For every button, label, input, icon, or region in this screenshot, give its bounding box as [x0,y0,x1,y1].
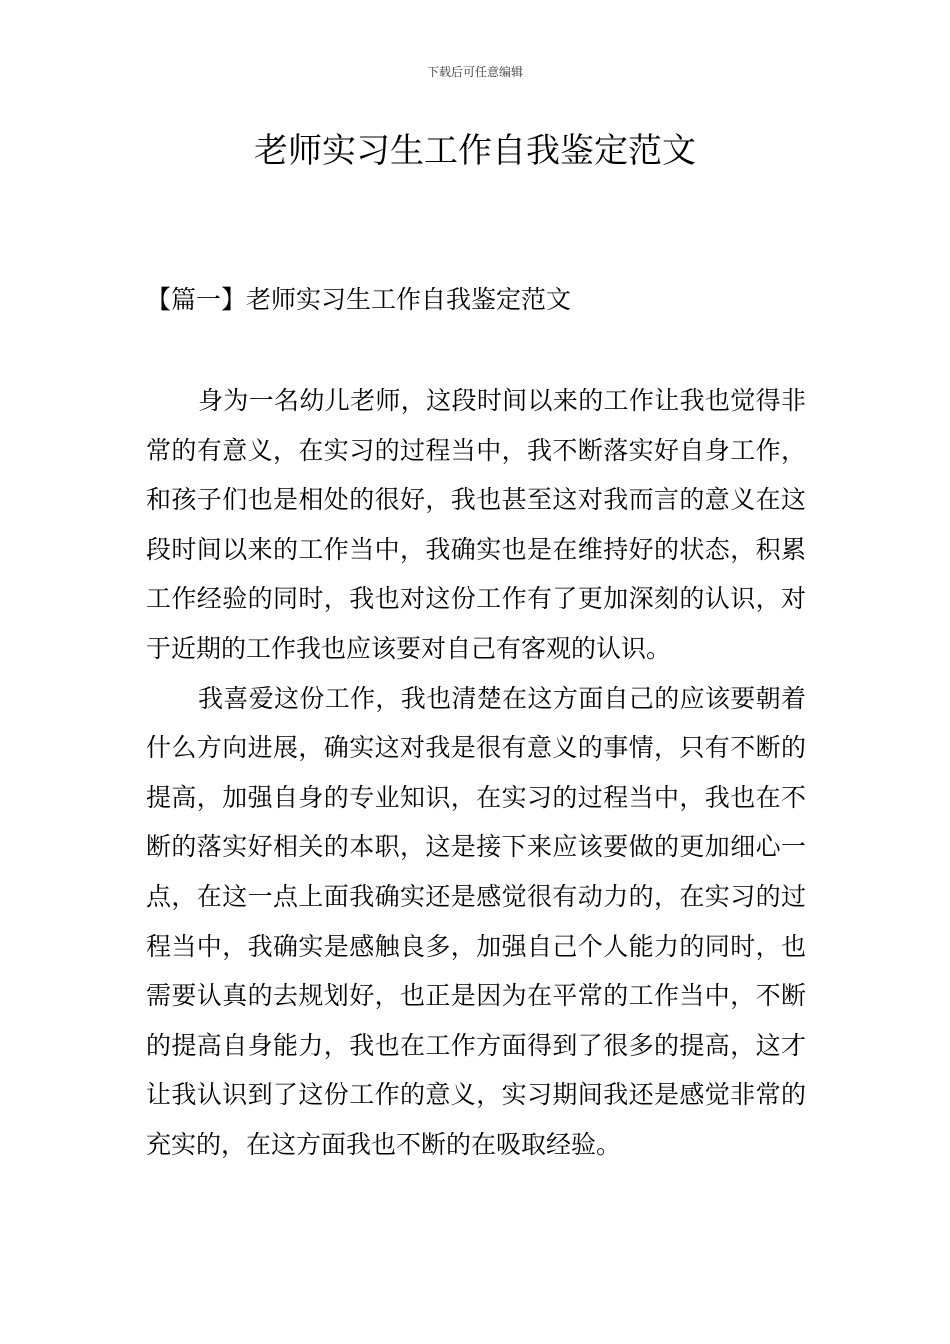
body-text [146,376,806,1170]
section-heading: 【篇一】老师实习生工作自我鉴定范文 [146,285,572,314]
paragraph-2: 我喜爱这份工作，我也清楚在这方面自己的应该要朝着什么方向进展，确实这对我是很有意义的事情，只有不断的提高，加强自身的专业知识，在实习的过程当中，我也在不断的落实好相关的本职，这是接下来应该要做的更加细心一点，在这一点上面我确实还是感觉很有动力的，在实习的过程当中，我确实是感触良多，加强自己个人能力的同时，也需要认真的去规划好，也正是因为在平常的工作当中，不断的提高自身能力，我也在工作方面得到了很多的提高，这才让我认识到了这份工作的意义，实习期间我还是感觉非常的充实的，在这方面我也不断的在吸取经验。 [146,683,806,1159]
document-title: 老师实习生工作自我鉴定范文 [254,131,696,171]
header-note: 下载后可任意编辑 [426,65,523,79]
paragraph-1: 身为一名幼儿老师，这段时间以来的工作让我也觉得非常的有意义，在实习的过程当中，我不断落实好自身工作，和孩子们也是相处的很好，我也甚至这对我而言的意义在这段时间以来的工作当中，我确实也是在维持好的状态，积累工作经验的同时，我也对这份工作有了更加深刻的认识，对于近期的工作我也应该要对自己有客观的认识。 [146,386,806,663]
